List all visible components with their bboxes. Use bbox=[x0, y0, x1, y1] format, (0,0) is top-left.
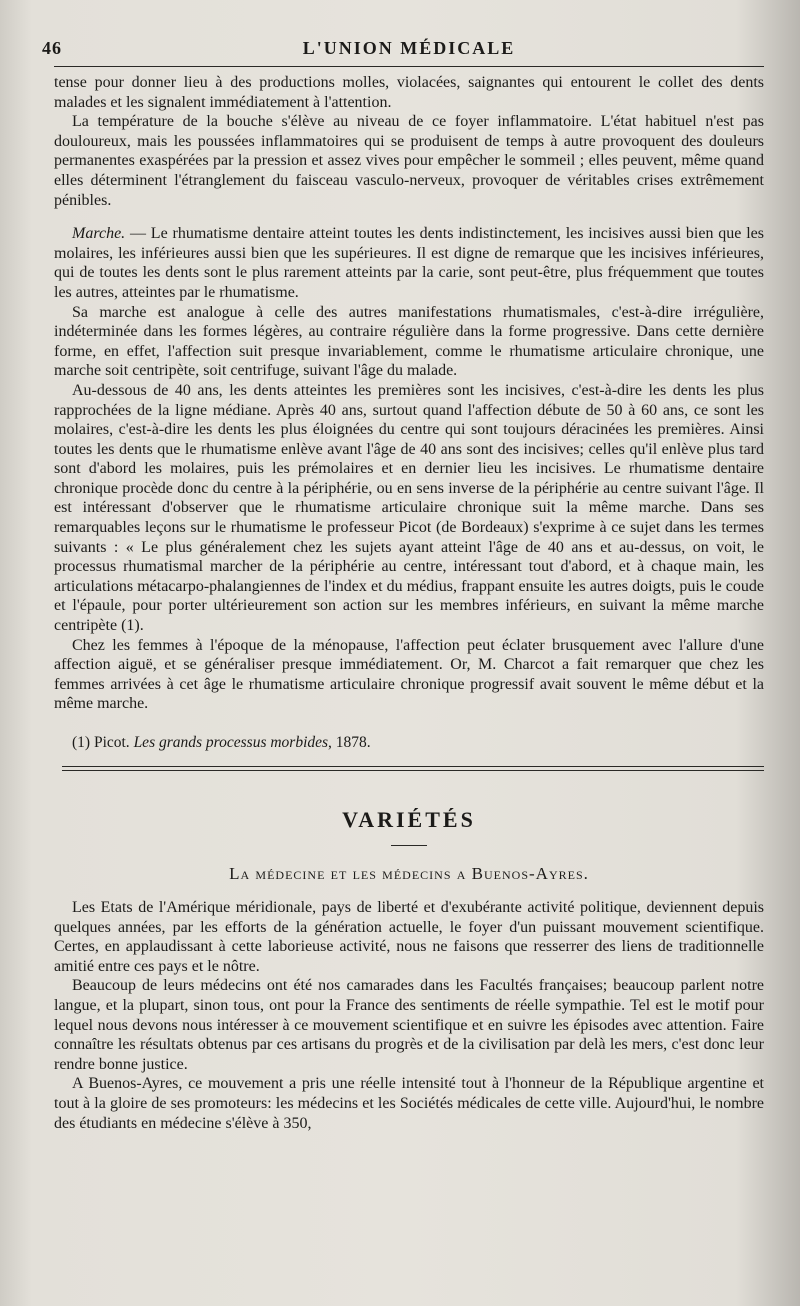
page-number: 46 bbox=[42, 38, 62, 58]
footnote-prefix: (1) Picot. bbox=[72, 734, 134, 751]
section-divider bbox=[62, 766, 764, 771]
page-header bbox=[42, 30, 764, 62]
paragraph: Au-dessous de 40 ans, les dents atteintes les premières sont les incisives, c'est-à-dire les dents les plus rapprochées de la ligne médiane. Après 40 ans, surtout quand l'affection débute de 50 à 60 ans, ce sont les molaires, c'est-à-dire les dents les plus éloignées du centre qui sont toujours déracinées les premières. Ainsi toutes les dents que le rhumatisme enlève avant l'âge de 40 ans sont des incisives; celles qu'il enlève plus tard sont d'abord les molaires, puis les prémolaires et en dernier lieu les incisives. Le rhumatisme dentaire chronique procède donc du centre à la périphérie, ou en sens inverse de la périphérie au centre suivant l'âge. Il est intéressant d'observer que le rhumatisme articulaire chronique suit la même marche. Dans ses remarquables leçons sur le rhumatisme le professeur Picot (de Bordeaux) s'exprime à ce sujet dans les termes suivants : « Le plus généralement chez les sujets ayant atteint l'âge de 40 ans et au-dessus, on voit, le processus rhumatismal marcher de la périphérie au centre, intéressant tout d'abord, et à chaque main, les articulations métacarpo-phalangiennes de l'index et du médius, frappant ensuite les autres doigts, puis le coude et l'épaule, pour porter ultérieurement son action sur les membres inférieurs, en suivant la même marche centripète (1). bbox=[54, 381, 764, 635]
title-rule bbox=[391, 845, 427, 846]
paragraph: tense pour donner lieu à des productions molles, violacées, saignantes qui entourent le collet des dents malades et les signalent immédiatement à l'attention. bbox=[54, 74, 764, 111]
header-rule bbox=[54, 66, 764, 67]
article-subtitle: La médecine et les médecins a Buenos-Ayres. bbox=[229, 864, 589, 883]
running-title: L'UNION MÉDICALE bbox=[302, 38, 516, 58]
paragraph: Chez les femmes à l'époque de la ménopause, l'affection peut éclater brusquement avec l'allure d'une affection aiguë, et se généraliser presque immédiatement. Or, M. Charcot a fait remarquer que chez les femmes arrivées à cet âge le rhumatisme articulaire chronique progressif avait souvent le même début et la même marche. bbox=[54, 636, 764, 713]
article-body bbox=[54, 73, 764, 714]
paragraph: La température de la bouche s'élève au niveau de ce foyer inflammatoire. L'état habituel n'est pas douloureux, mais les poussées inflammatoires qui se produisent de temps à autre provoquent des douleurs permanentes exaspérées par la pression et assez vives pour empêcher le sommeil ; elles peuvent, même quand elles déterminent l'étranglement du faisceau vasculo-nerveux, provoquer de véritables crises extrêmement pénibles. bbox=[54, 113, 764, 209]
marche-label: Marche. bbox=[72, 225, 126, 243]
footnote-work-title: Les grands processus morbides bbox=[133, 734, 329, 751]
footnote-suffix: , 1878. bbox=[328, 734, 371, 751]
section-title: VARIÉTÉS bbox=[342, 807, 476, 832]
marche-text: — Le rhumatisme dentaire atteint toutes les dents indistinctement, les incisives aussi bien que les molaires, les inférieures aussi bien que les supérieures. Il est digne de remarque que les incisives inférieures, qui de toutes les dents sont le plus rarement atteints par la carie, sont peut-être, plus fréquemment que toutes les autres, atteintes par le rhumatisme. bbox=[54, 225, 764, 301]
paragraph: Les Etats de l'Amérique méridionale, pays de liberté et d'exubérante activité politique, deviennent depuis quelques années, par les efforts de la génération actuelle, le foyer d'un puissant mouvement scientifique. Certes, en applaudissant à cette laborieuse activité, nous ne faisons que resserrer des liens de traditionnelle amitié entre ces pays et le nôtre. bbox=[54, 899, 764, 975]
paragraph-marche bbox=[54, 224, 764, 302]
paragraph: A Buenos-Ayres, ce mouvement a pris une réelle intensité tout à l'honneur de la République argentine et tout à la gloire de ses promoteurs: les médecins et les Sociétés médicales de cette ville. Aujourd'hui, le nombre des étudiants en médecine s'élève à 350, bbox=[54, 1075, 764, 1132]
variety-body bbox=[54, 898, 764, 1133]
footnote bbox=[72, 734, 764, 752]
paragraph: Beaucoup de leurs médecins ont été nos camarades dans les Facultés françaises; beaucoup parlent notre langue, et la plupart, sinon tous, ont pour la France des sentiments de réelle sympathie. Tel est le motif pour lequel nous devons nous intéresser à ce mouvement scientifique et en suivre les épisodes avec attention. Faire connaître les résultats obtenus par ces artisans du progrès et de la civilisation par delà les mers, c'est donc leur rendre bonne justice. bbox=[54, 977, 764, 1073]
paragraph: Sa marche est analogue à celle des autres manifestations rhumatismales, c'est-à-dire irrégulière, indéterminée dans les formes légères, au contraire régulière dans la forme progressive. Dans cette dernière forme, en effet, l'affection suit presque invariablement, comme le rhumatisme articulaire chronique, une marche soit centripète, soit centrifuge, suivant l'âge du malade. bbox=[54, 303, 764, 380]
